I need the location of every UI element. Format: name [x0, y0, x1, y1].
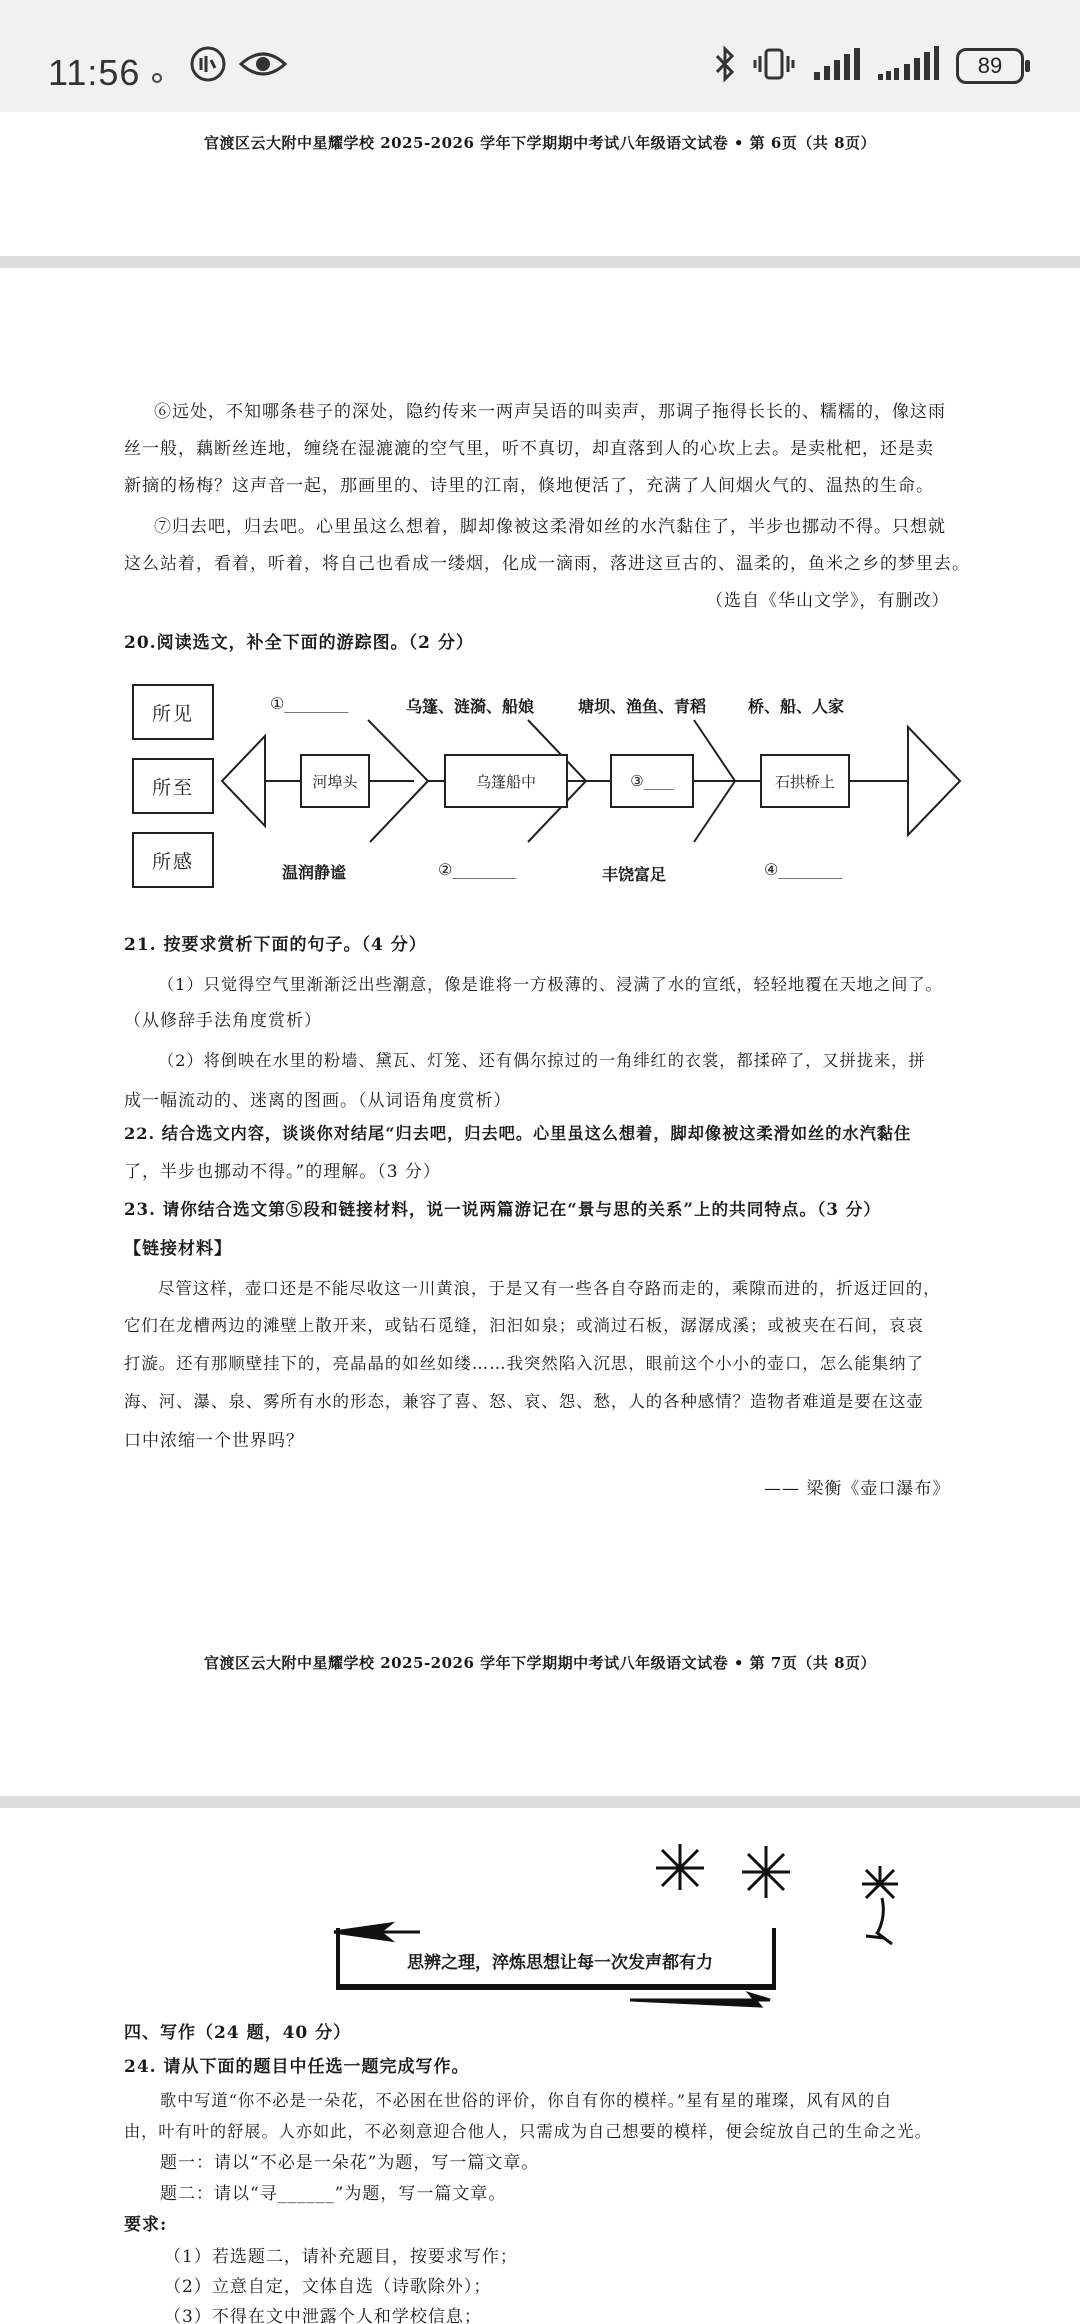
place-box-3: ③____	[610, 754, 694, 808]
requirement-3: （3）不得在文中泄露个人和学校信息；	[164, 2307, 482, 2324]
q21-item1-line1: （1）只觉得空气里渐渐泛出些潮意，像是谁将一方极薄的、浸满了水的宣纸，轻轻地覆在天地之间了。	[158, 975, 943, 994]
seen-label-1: ①________	[270, 694, 349, 713]
link-material-label: 【链接材料】	[124, 1239, 232, 1259]
row-label-feeling: 所感	[132, 832, 214, 888]
q21-item2-line2: 成一幅流动的、迷离的图画。（从词语角度赏析）	[124, 1091, 512, 1111]
link-line: 海、河、瀑、泉、雾所有水的形态，兼容了喜、怒、哀、怨、愁，人的各种感情？造物者难道是要在这壶	[124, 1392, 924, 1411]
link-line: 它们在龙槽两边的滩壁上散开来，或钻石觅缝，汩汩如泉；或淌过石板，潺潺成溪；或被夹在石间，哀哀	[124, 1316, 924, 1335]
page6-footer: 官渡区云大附中星耀学校 2025-2026 学年下学期期中考试八年级语文试卷 • 第 6页（共 8页）	[203, 134, 877, 152]
requirement-1: （1）若选题二，请补充题目，按要求写作；	[164, 2247, 518, 2267]
writing-topic-1: 题一：请以“不必是一朵花”为题，写一篇文章。	[160, 2153, 540, 2173]
question-21-title: 21. 按要求赏析下面的句子。（4 分）	[124, 935, 427, 955]
question-20-title: 20.阅读选文，补全下面的游踪图。（2 分）	[124, 633, 474, 653]
banner-text: 思辨之理，淬炼思想让每一次发声都有力	[407, 1953, 713, 1973]
feeling-label-2: ②________	[438, 860, 517, 879]
place-box-4: 石拱桥上	[760, 754, 850, 808]
seen-label-3: 塘坝、渔鱼、青稻	[578, 697, 707, 716]
question-22-line1: 22. 结合选文内容，谈谈你对结尾“归去吧，归去吧。心里虽这么想着，脚却像被这柔滑如丝的水汽黏住	[124, 1124, 912, 1143]
requirement-2: （2）立意自定，文体自选（诗歌除外）；	[164, 2277, 492, 2297]
requirements-label: 要求:	[124, 2215, 168, 2235]
place-box-1: 河埠头	[300, 754, 370, 808]
writing-intro-line2: 由，叶有叶的舒展。人亦如此，不必刻意迎合他人，只需成为自己想要的模样，便会绽放自己的生命之光。	[124, 2122, 932, 2141]
feeling-label-1: 温润静谧	[282, 863, 347, 882]
row-label-place: 所至	[132, 758, 214, 814]
link-line: 口中浓缩一个世界吗？	[124, 1431, 304, 1451]
feeling-label-4: ④________	[764, 860, 843, 879]
passage-line: ⑥远处，不知哪条巷子的深处，隐约传来一两声吴语的叫卖声，那调子拖得长长的、糯糯的，像这雨	[154, 402, 946, 422]
place-box-2: 乌篷船中	[444, 754, 568, 808]
page7-footer: 官渡区云大附中星耀学校 2025-2026 学年下学期期中考试八年级语文试卷 • 第 7页（共 8页）	[203, 1654, 877, 1672]
passage-line: 丝一般，藕断丝连地，缠绕在湿漉漉的空气里，听不真切，却直落到人的心坎上去。是卖枇杷，还是卖	[124, 439, 934, 459]
q21-item2-line1: （2）将倒映在水里的粉墙、黛瓦、灯笼、还有偶尔掠过的一角绯红的衣裳，都揉碎了，又拼拢来，拼	[158, 1051, 926, 1070]
writing-section-banner	[336, 1928, 776, 1990]
battery-icon: 89	[956, 48, 1024, 84]
writing-intro-line1: 歌中写道“你不必是一朵花，不必困在世俗的评价，你自有你的模样。”星有星的璀璨，风有风的自	[160, 2091, 893, 2110]
writing-topic-2: 题二：请以“寻______”为题，写一篇文章。	[160, 2184, 507, 2204]
question-22-line2: 了，半步也挪动不得。”的理解。（3 分）	[124, 1162, 441, 1182]
question-24-title: 24. 请从下面的题目中任选一题完成写作。	[124, 2057, 470, 2077]
clock-time: 11:56	[48, 52, 141, 93]
link-attribution: —— 梁衡《壶口瀑布》	[764, 1479, 951, 1499]
feeling-label-3: 丰饶富足	[602, 865, 667, 884]
passage-source: （选自《华山文学》，有删改）	[706, 591, 950, 611]
row-label-seen: 所见	[132, 684, 214, 740]
section-4-heading: 四、写作（24 题，40 分）	[124, 2023, 352, 2043]
passage-line: ⑦归去吧，归去吧。心里虽这么想着，脚却像被这柔滑如丝的水汽黏住了，半步也挪动不得。只想就	[154, 517, 946, 537]
question-23-title: 23. 请你结合选文第⑤段和链接材料，说一说两篇游记在“景与思的关系”上的共同特点。（3 分）	[124, 1199, 881, 1219]
seen-label-4: 桥、船、人家	[748, 697, 845, 716]
page-divider	[0, 1796, 1080, 1808]
link-line: 打漩。还有那顺壁挂下的，亮晶晶的如丝如缕……我突然陷入沉思，眼前这个小小的壶口，怎么能集纳了	[124, 1354, 924, 1373]
passage-line: 这么站着，看着，听着，将自己也看成一缕烟，化成一滴雨，落进这亘古的、温柔的，鱼米之乡的梦里去。	[124, 554, 970, 574]
link-line: 尽管这样，壶口还是不能尽收这一川黄浪，于是又有一些各自夺路而走的，乘隙而进的，折返迂回的，	[158, 1279, 941, 1298]
seen-label-2: 乌篷、涟漪、船娘	[406, 697, 535, 716]
q21-item1-line2: （从修辞手法角度赏析）	[124, 1011, 322, 1031]
passage-line: 新摘的杨梅？这声音一起，那画里的、诗里的江南，倏地便活了，充满了人间烟火气的、温热的生命。	[124, 476, 934, 496]
